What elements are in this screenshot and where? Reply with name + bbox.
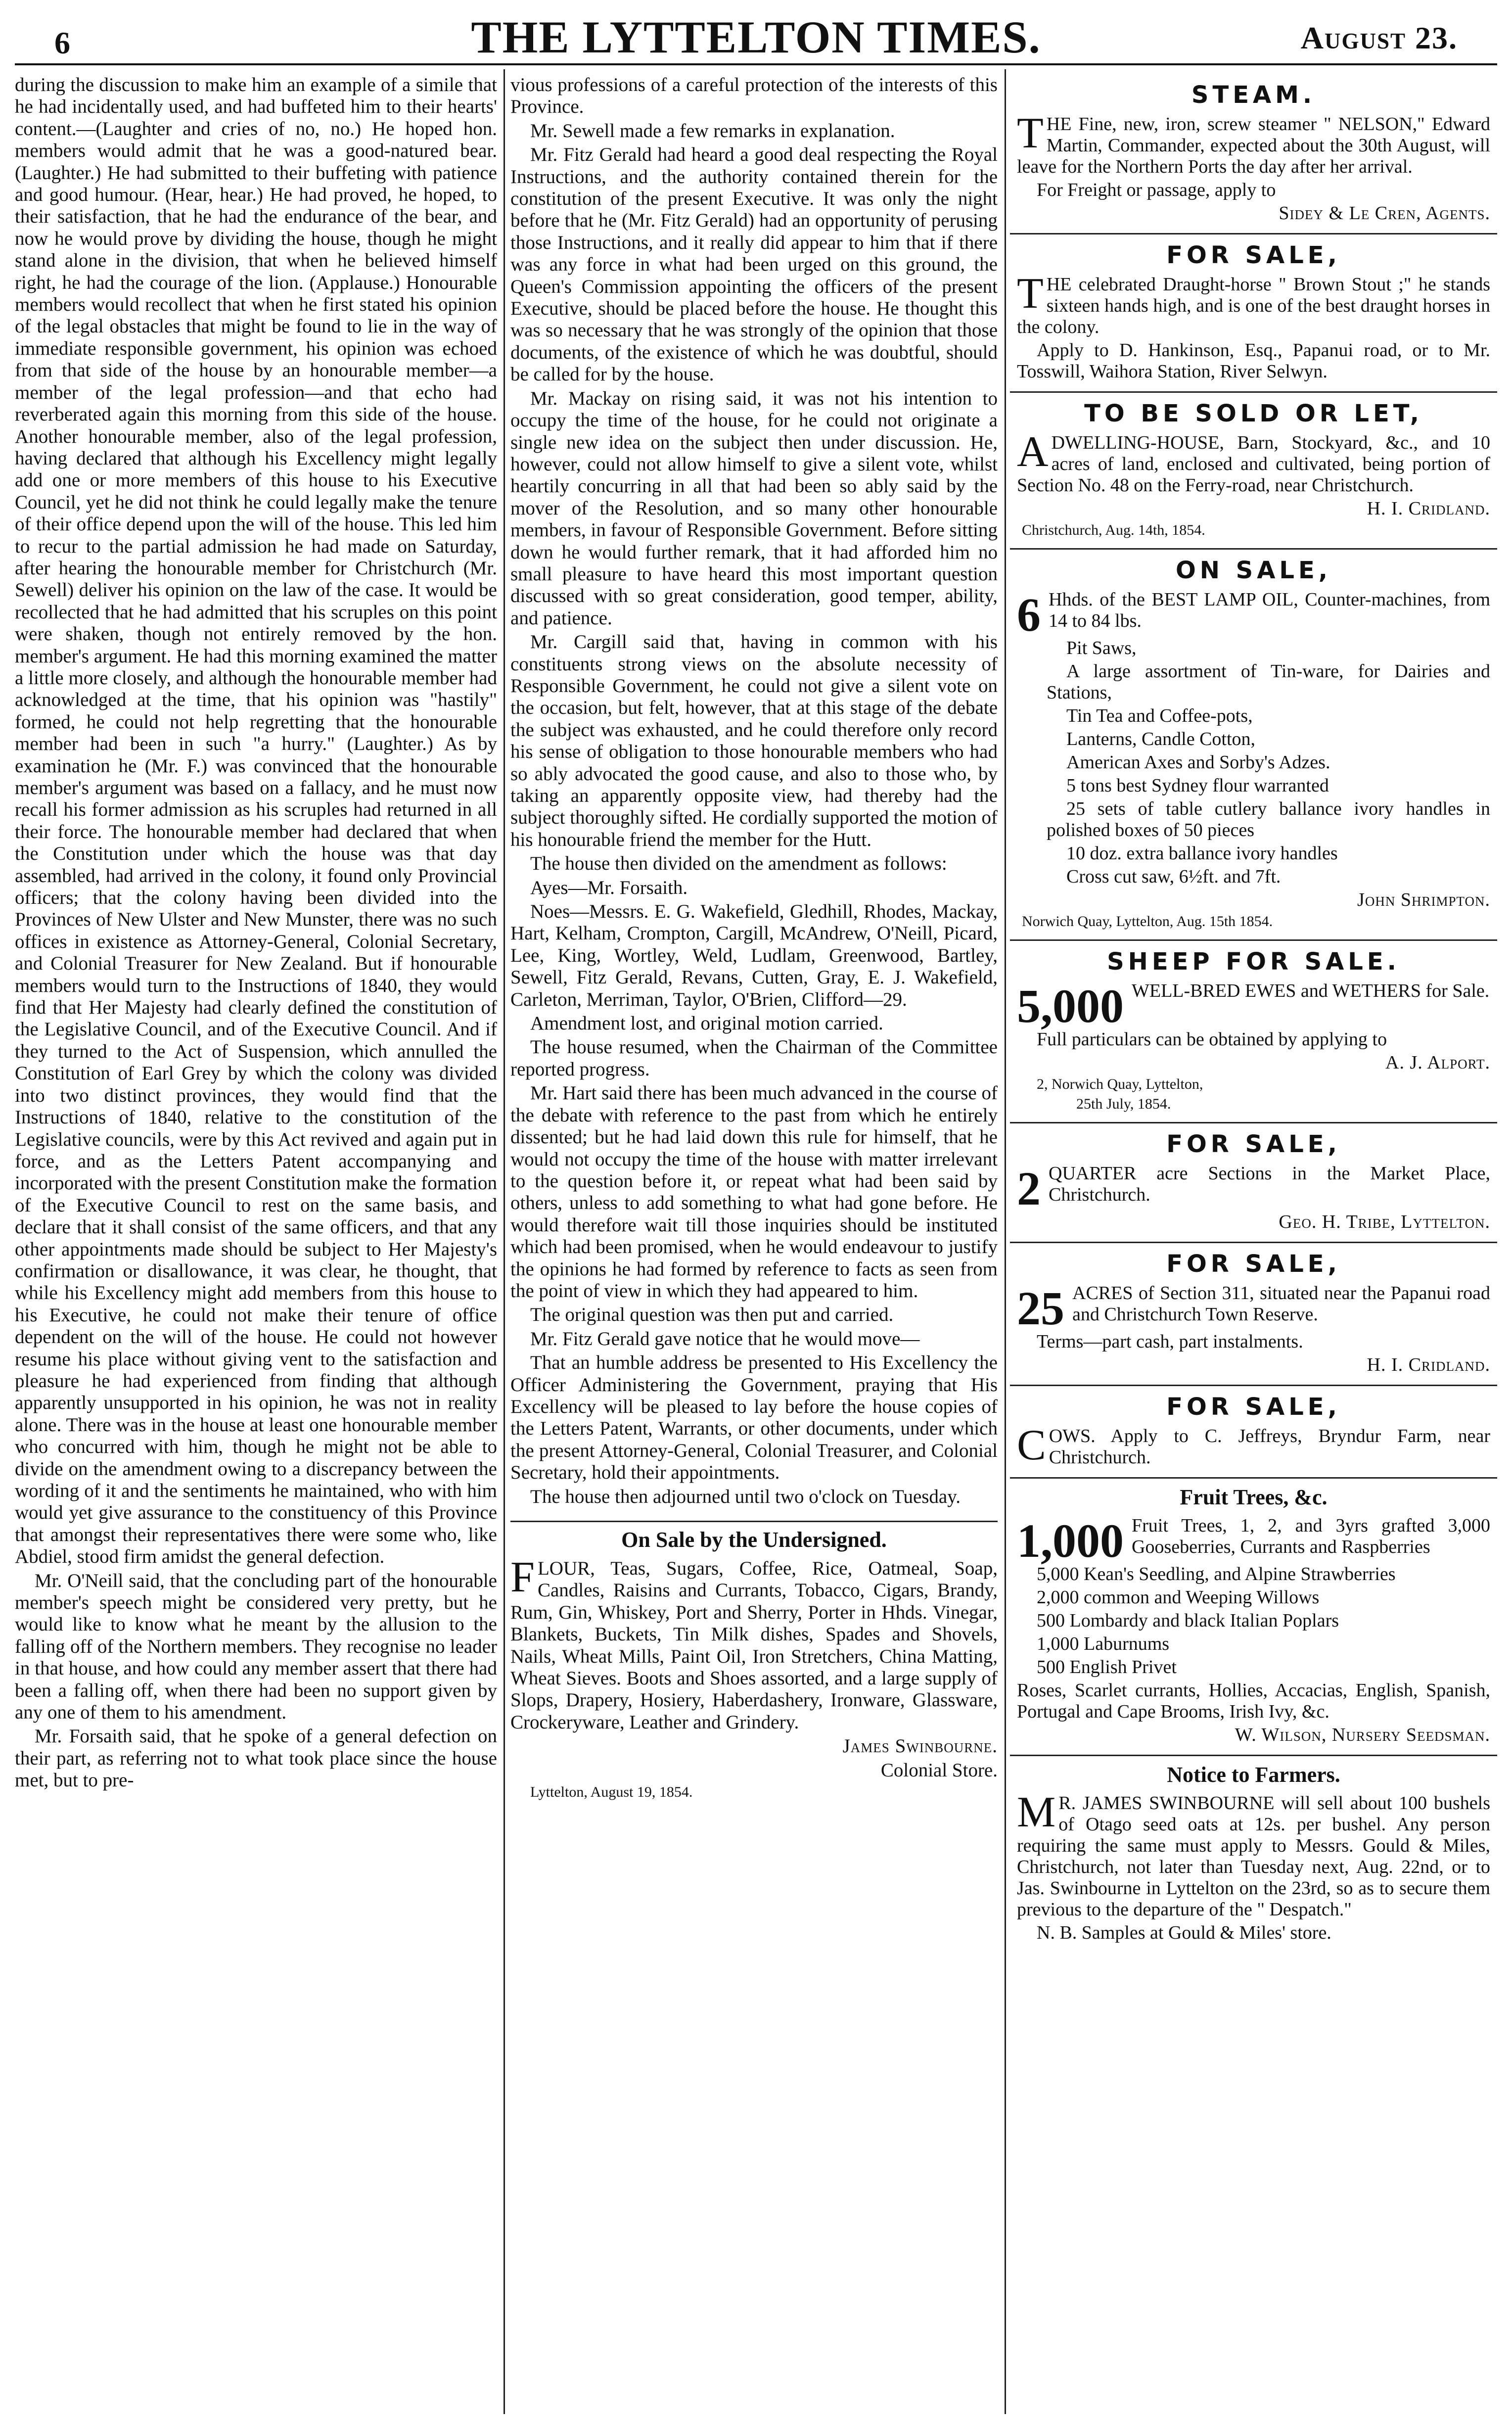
masthead-rule <box>15 63 1497 65</box>
article-paragraph: The original question was then put and carried. <box>530 1304 894 1326</box>
ad-list-item: Cross cut saw, 6½ft. and 7ft. <box>1066 866 1281 887</box>
column-3-advertisements <box>1010 74 1497 2414</box>
article-paragraph: The house then adjourned until two o'clock on Tuesday. <box>530 1486 961 1507</box>
ad-signature: John Shrimpton. <box>1357 889 1490 910</box>
drop-cap: A <box>1017 428 1049 476</box>
article-paragraph: The house resumed, when the Chairman of the Committee reported progress. <box>510 1036 998 1080</box>
big-number: 25 <box>1017 1282 1064 1335</box>
ad-list-item: Lanterns, Candle Cotton, <box>1066 729 1256 749</box>
ad-on-sale-lamp-oil <box>1010 550 1497 941</box>
ad-body <box>1017 1162 1490 1215</box>
ad-dateline: 25th July, 1854. <box>1076 1096 1171 1112</box>
page-number: 6 <box>54 25 70 60</box>
ad-body-text: HE celebrated Draught-horse " Brown Stout ;" he stands sixteen hands high, and is one of the best draught horses in the colony. <box>1017 274 1490 337</box>
ad-heading: FOR SALE, <box>1166 1130 1341 1158</box>
ad-heading: ON SALE, <box>1175 557 1331 584</box>
masthead <box>0 0 1512 64</box>
ad-line: N. B. Samples at Gould & Miles' store. <box>1037 1922 1331 1943</box>
ad-heading: TO BE SOLD OR LET, <box>1084 400 1423 427</box>
drop-cap: C <box>1017 1421 1046 1469</box>
column-2 <box>510 74 998 2414</box>
ad-body <box>1017 1788 1490 1920</box>
ad-body-text: ACRES of Section 311, situated near the Papanui road and Christchurch Town Reserve. <box>1072 1283 1490 1325</box>
ad-body-text: LOUR, Teas, Sugars, Coffee, Rice, Oatmeal, Soap, Candles, Raisins and Currants, Tobacco, Cigars, Brandy, Rum, Gin, Whiskey, Port and Sherry, Porter in Hhds. Vinegar, Blankets, Buckets, Tin Milk dishes, Spades and Shovels, Nails, Wheat Mills, Paint Oil, Iron Stretchers, China Matting, Wheat Sieves. Boots and Shoes assorted, and a large supply of Slops, Drapery, Hosiery, Haberdashery, Ironware, Glassware, Crockeryware, Leather and Grindery. <box>510 1558 998 1733</box>
ad-line: Apply to D. Hankinson, Esq., Papanui road, or to Mr. Tosswill, Waihora Station, River Selwyn. <box>1017 340 1490 382</box>
ad-heading: Fruit Trees, &c. <box>1180 1485 1328 1509</box>
article-paragraph: Mr. Fitz Gerald gave notice that he would move— <box>530 1328 920 1350</box>
ad-heading: FOR SALE, <box>1166 1393 1341 1421</box>
article-paragraph: Mr. O'Neill said, that the concluding part of the honourable member's speech might be considered very pretty, but he would like to know what he meant by the allusion to the falling off of the Northern members. They recognise no leader in that house, and how could any member assert that there had been a falling off, when there had been no support given by any one of them to his amendment. <box>15 1570 497 1723</box>
article-paragraph: vious professions of a careful protection of the interests of this Province. <box>510 74 998 118</box>
ad-body-text: Fruit Trees, 1, 2, and 3yrs grafted 3,000 Gooseberries, Currants and Raspberries <box>1132 1515 1490 1557</box>
ad-signature: W. Wilson, Nursery Seedsman. <box>1235 1724 1490 1745</box>
division-ayes: Ayes—Mr. Forsaith. <box>530 877 688 898</box>
ad-list-item: 2,000 common and Weeping Willows <box>1037 1587 1320 1608</box>
newspaper-title: THE LYTTELTON TIMES. <box>471 12 1041 62</box>
ad-sheep-for-sale <box>1010 941 1497 1123</box>
ad-list-item: American Axes and Sorby's Adzes. <box>1066 752 1330 773</box>
ad-list-item: Tin Tea and Coffee-pots, <box>1066 705 1253 726</box>
ad-dateline: Lyttelton, August 19, 1854. <box>530 1784 693 1801</box>
drop-cap: T <box>1017 270 1044 318</box>
drop-cap: M <box>1017 1788 1056 1836</box>
ad-list-item: Roses, Scarlet currants, Hollies, Accacias, English, Spanish, Portugal and Cape Brooms, Irish Ivy, &c. <box>1017 1680 1490 1722</box>
article-paragraph: Mr. Hart said there has been much advanced in the course of the debate with reference to the past from which he entirely dissented; but he had laid down this rule for himself, that he would not occupy the time of the house with matter irrelevant to the question before it, or repeat what had been said by others, unless to add something to what had gone before. He would therefore wait till those inquiries should be instituted which had been promised, when he would endeavour to justify the opinions he had formed by reference to facts as seen from the point of view in which they had appeared to him. <box>510 1082 998 1302</box>
ad-dateline: 2, Norwich Quay, Lyttelton, <box>1037 1076 1203 1092</box>
ad-heading: FOR SALE, <box>1166 1250 1341 1278</box>
ad-heading: FOR SALE, <box>1166 241 1341 269</box>
ad-signature: H. I. Cridland. <box>1367 498 1490 519</box>
ad-list-item: 10 doz. extra ballance ivory handles <box>1066 843 1338 864</box>
ad-steam <box>1010 74 1497 234</box>
article-paragraph: Mr. Forsaith said, that he spoke of a general defection on their part, as referring not to what took place since the house met, but to pre- <box>15 1725 497 1791</box>
ad-list-item: 5,000 Kean's Seedling, and Alpine Strawberries <box>1037 1564 1396 1584</box>
ad-body <box>1017 428 1490 496</box>
drop-cap: F <box>510 1553 535 1601</box>
ad-list-item: A large assortment of Tin-ware, for Dairies and Stations, <box>1047 661 1490 703</box>
ad-heading: On Sale by the Undersigned. <box>621 1528 887 1552</box>
ad-cows <box>1010 1386 1497 1479</box>
ad-25-acres <box>1010 1243 1497 1386</box>
ad-body-text: DWELLING-HOUSE, Barn, Stockyard, &c., and 10 acres of land, enclosed and cultivated, being portion of Section No. 48 on the Ferry-road, near Christchurch. <box>1017 432 1490 496</box>
ad-list-item: 25 sets of table cutlery ballance ivory handles in polished boxes of 50 pieces <box>1047 798 1490 840</box>
article-paragraph: Mr. Fitz Gerald had heard a good deal respecting the Royal Instructions, and the authority contained therein for the constitution of the present Executive. It was only the night before that he (Mr. Fitz Gerald) had an opportunity of perusing those Instructions, and it really did appear to him that if there was any force in what had been urged on this ground, the Queen's Commission appointing the officers of the present Executive, should be placed before the house. He thought this was so necessary that he was strongly of the opinion that those documents, of the existence of which he was doubtful, should be called for by the house. <box>510 144 998 385</box>
column-rule-2 <box>1005 69 1006 2414</box>
ad-on-sale-undersigned <box>510 1521 998 1801</box>
ad-for-sale-horse <box>1010 234 1497 393</box>
big-number: 5,000 <box>1017 979 1124 1032</box>
article-paragraph: during the discussion to make him an example of a simile that he had incidentally used, and had buffeted him to their hearts' content.—(Laughter and cries of no, no.) He hoped hon. members would admit that he was a good-natured bear. (Laughter.) He had submitted to their buffeting with patience and good humour. (Hear, hear.) He had proved, he hoped, to their satisfaction, that he had the endurance of the bear, and now he would prove by dividing the house, though he might stand alone in the division, that when he believed himself right, he had the courage of the lion. (Applause.) Honourable members would recollect that when he first stated his opinion of the legal obstacles that might be found to lie in the way of immediate responsible government, his opinion was echoed from that side of the house by an honourable member—a member of the legal profession—and that echo had reverberated again this morning from this side of the house. Another honourable member, also of the legal profession, having declared that although his Excellency might legally add one or more members of this house to his Executive Council, yet he did not think he could legally make the tenure of their office depend upon the will of the house. This led him to recur to the partial admission he had made on Saturday, after hearing the honourable member for Christchurch (Mr. Sewell) deliver his opinion on the law of the case. It would be recollected that he had admitted that his scruples on this point were shaken, though not entirely removed by the hon. member's argument. He had this morning examined the matter a little more closely, and although the honourable member had acknowledged at the time, that his opinion was "hastily" formed, he could not help regretting that the honourable member had been in such "a hurry." (Laughter.) As by examination he (Mr. F.) was convinced that the honourable member's argument was based on a fallacy, and he must now recall his former admission as his scruples had returned in all their force. The honourable member had declared that when the Constitution under which the house was that day assembled, had arrived in the colony, it found only Provincial officers; that the colony having been divided into the Provinces of New Ulster and New Munster, there was no such offices in existence as Attorney-General, Colonial Secretary, and Colonial Treasurer for New Zealand. But if honourable members would turn to the Instructions of 1840, they would find that Her Majesty had clearly defined the constitution of the Legislative Council, and of the Executive Council. And if they turned to the Act of Suspension, which annulled the Constitution of Earl Grey by which the colony was divided into two distinct provinces, they would find that the Instructions of 1840, relative to the constitution of the Legislative councils, were by this Act revived and again put in force, and as the Letters Patent accompanying and incorporated with the present Constitution make the formation of the Executive Council to rest on the same basis, and declare that it shall consist of the same officers, and that any other appointments made should be subject to Her Majesty's confirmation or disallowance, it was clear, he thought, that while his Excellency might add members from this house to his Executive, he could not make their tenure of office dependent on the will of the house. He could not however resume his place without giving vent to the satisfaction and pleasure he had experienced from finding that although apparently unsupported in his opinion, he was not in reality alone. There was in the house at least one honourable member who concurred with him, though he might not be able to divide on the amendment owing to a discrepancy between the wording of it and the sentiments he maintained, who with him would yet give assurance to the constituency of this Province that amongst their representatives there were some who, like Abdiel, stood firm amidst the general defection. <box>15 74 497 1568</box>
big-number: 2 <box>1017 1162 1041 1215</box>
article-paragraph: Mr. Mackay on rising said, it was not his intention to occupy the time of the house, for he could not originate a single new idea on the subject then under discussion. He, however, could not allow himself to give a silent vote, whilst heartily concurring in all that had been so ably said by the mover of the Resolution, and so many other honourable members, in favour of Responsible Government. Before sitting down he would further remark, that it had afforded him no small pleasure to have heard this most important question discussed with so great consideration, good temper, ability, and patience. <box>510 387 998 629</box>
division-noes: Noes—Messrs. E. G. Wakefield, Gledhill, Rhodes, Mackay, Hart, Kelham, Crompton, Cargill, McAndrew, O'Neill, Picard, Lee, King, Wortley, Weld, Ludlam, Greenwood, Bartley, Sewell, Fitz Gerald, Revans, Cutten, Gray, E. J. Wakefield, Carleton, Merriman, Taylor, O'Brien, Clifford—29. <box>510 901 998 1010</box>
ad-body <box>1017 1421 1490 1469</box>
ad-dateline: Norwich Quay, Lyttelton, Aug. 15th 1854. <box>1022 913 1273 930</box>
column-1 <box>15 74 497 2414</box>
ad-heading: SHEEP FOR SALE. <box>1107 948 1400 976</box>
ad-fruit-trees <box>1010 1479 1497 1756</box>
ad-body <box>1017 1282 1490 1335</box>
ad-body-text: OWS. Apply to C. Jeffreys, Bryndur Farm, near Christchurch. <box>1049 1426 1490 1468</box>
ad-signature: Sidey & Le Cren, Agents. <box>1279 203 1490 224</box>
ad-list-item: 5 tons best Sydney flour warranted <box>1066 775 1329 796</box>
ad-signature: Geo. H. Tribe, Lyttelton. <box>1279 1211 1490 1232</box>
ad-body-text: R. JAMES SWINBOURNE will sell about 100 bushels of Otago seed oats at 12s. per bushel. Any person requiring the same must apply to Messrs. Gould & Miles, Christchurch, not later than Tuesday next, Aug. 22nd, or to Jas. Swinbourne in Lyttelton on the 23rd, so as to secure them previous to the departure of the " Despatch." <box>1017 1793 1490 1920</box>
ad-signature: H. I. Cridland. <box>1367 1354 1490 1375</box>
article-paragraph: Mr. Cargill said that, having in common with his constituents strong views on the absolute necessity of Responsible Government, he could not give a silent vote on the occasion, but felt, however, that at this stage of the debate the subject was exhausted, and he could therefore only record his sense of obligation to those honourable members who had so ably advocated the good cause, and also to those who, by taking an apparently opposite view, had thereby had the subject thoroughly sifted. He cordially supported the motion of his honourable friend the member for the Hutt. <box>510 631 998 850</box>
drop-cap: T <box>1017 109 1044 157</box>
ad-heading: STEAM. <box>1191 81 1316 109</box>
big-number: 1,000 <box>1017 1514 1124 1567</box>
ad-heading: Notice to Farmers. <box>1167 1763 1340 1787</box>
ad-body-text: QUARTER acre Sections in the Market Place, Christchurch. <box>1049 1163 1490 1205</box>
ad-line: Terms—part cash, part instalments. <box>1037 1331 1303 1352</box>
ad-body <box>1017 109 1490 178</box>
ad-notice-to-farmers <box>1010 1756 1497 1953</box>
ad-dateline: Christchurch, Aug. 14th, 1854. <box>1022 522 1205 538</box>
ad-dwelling-house <box>1010 393 1497 550</box>
ad-body <box>1017 1514 1490 1567</box>
ad-signature: Colonial Store. <box>880 1759 998 1781</box>
column-rule-1 <box>504 69 505 2414</box>
ad-body <box>510 1553 998 1733</box>
ad-list-item: Pit Saws, <box>1066 638 1137 658</box>
article-paragraph: The house then divided on the amendment as follows: <box>530 853 947 875</box>
ad-list-item: 500 English Privet <box>1037 1657 1177 1677</box>
ad-body-text: HE Fine, new, iron, screw steamer " NELSON," Edward Martin, Commander, expected about the 30th August, will leave for the Northern Ports the day after her arrival. <box>1017 114 1490 177</box>
ad-body <box>1017 979 1490 1032</box>
ad-line: Full particulars can be obtained by applying to <box>1037 1029 1387 1050</box>
ad-list-item: 1,000 Laburnums <box>1037 1633 1170 1654</box>
big-number: 6 <box>1017 588 1041 641</box>
ad-body-text: Hhds. of the BEST LAMP OIL, Counter-machines, from 14 to 84 lbs. <box>1049 589 1490 631</box>
ad-body <box>1017 588 1490 641</box>
ad-signature: A. J. Alport. <box>1385 1052 1490 1073</box>
ad-body-text: WELL-BRED EWES and WETHERS for Sale. <box>1132 980 1490 1001</box>
ad-signature: James Swinbourne. <box>842 1735 998 1757</box>
ad-line: For Freight or passage, apply to <box>1037 180 1276 200</box>
ad-list-item: 500 Lombardy and black Italian Poplars <box>1037 1610 1339 1631</box>
ad-quarter-acre <box>1010 1123 1497 1243</box>
ad-body <box>1017 270 1490 338</box>
article-paragraph: That an humble address be presented to His Excellency the Officer Administering the Government, praying that His Excellency will be pleased to lay before the house copies of the Letters Patent, Warrants, or other documents, under which the present Attorney-General, Colonial Treasurer, and Colonial Secretary, hold their appointments. <box>510 1352 998 1484</box>
issue-date: August 23. <box>1300 20 1458 55</box>
article-paragraph: Amendment lost, and original motion carried. <box>530 1013 883 1034</box>
article-paragraph: Mr. Sewell made a few remarks in explanation. <box>530 120 895 141</box>
